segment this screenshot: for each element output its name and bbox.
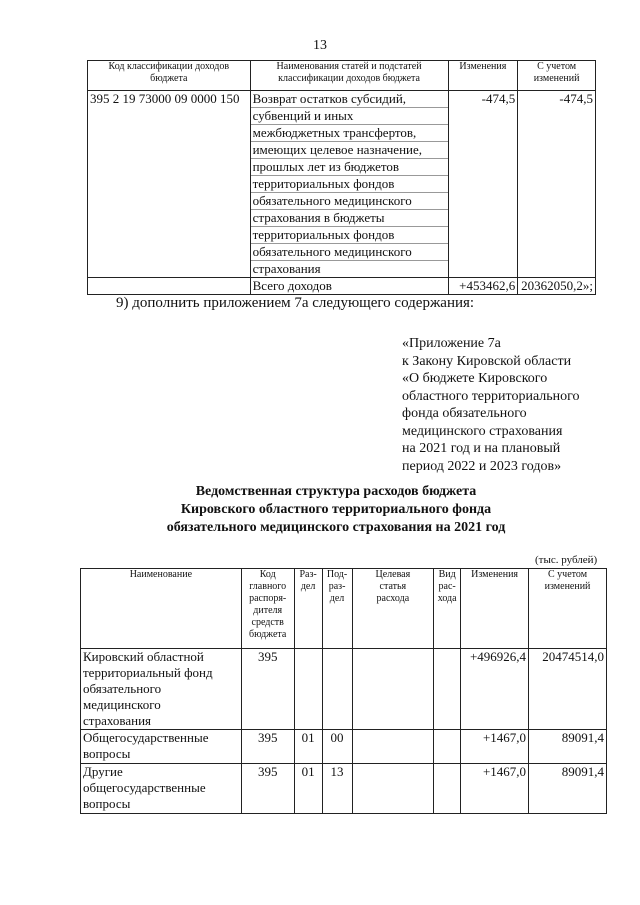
table-row <box>81 730 607 764</box>
table-row <box>81 649 607 730</box>
name-line: медицинского <box>83 697 161 712</box>
header-change: Изменения <box>448 61 518 91</box>
name-line: Общегосударственные <box>83 730 209 745</box>
name-line: субвенций и иных <box>251 108 448 125</box>
header-line: дел <box>300 581 316 592</box>
row-subsection: 00 <box>322 730 352 764</box>
header-line: распоря- <box>249 593 287 604</box>
header-line: Вид <box>438 569 456 580</box>
name-line: общегосударственные <box>83 780 206 795</box>
row-expense <box>434 649 461 730</box>
header-line: С учетом <box>548 569 588 580</box>
header-line: Под- <box>326 569 348 580</box>
unit-label: (тыс. рублей) <box>535 554 598 566</box>
header-line: расхода <box>376 593 410 604</box>
header-code: Код классификации доходов бюджета <box>88 61 251 91</box>
document-title <box>0 483 640 537</box>
instruction-text: 9) дополнить приложением 7а следующего содержания: <box>116 295 475 311</box>
appendix-line: фонда обязательного <box>402 406 527 421</box>
header-name: Наименования статей и подстатей классификации доходов бюджета <box>250 61 448 91</box>
name-line: обязательного медицинского <box>251 193 448 210</box>
header-line: Целевая <box>375 569 411 580</box>
title-line: Кировского областного территориального фонда <box>180 502 492 517</box>
name-line: Возврат остатков субсидий, <box>251 91 448 108</box>
row-subsection <box>322 649 352 730</box>
row-total: 20362050,2»; <box>518 278 596 295</box>
name-line: территориальный фонд <box>83 665 213 680</box>
name-line: вопросы <box>83 796 131 811</box>
name-line: Другие <box>83 764 123 779</box>
row-change: +1467,0 <box>461 730 529 764</box>
row-change: +453462,6 <box>448 278 518 295</box>
name-line: межбюджетных трансфертов, <box>251 125 448 142</box>
name-line: обязательного <box>83 681 162 696</box>
appendix-line: на 2021 год и на плановый <box>402 441 561 456</box>
name-line: страхования в бюджеты <box>251 210 448 227</box>
name-line: прошлых лет из бюджетов <box>251 159 448 176</box>
table-row <box>88 278 596 295</box>
header-line: бюджета <box>249 629 287 640</box>
header-change: Изменения <box>461 569 529 649</box>
row-total: 89091,4 <box>529 730 607 764</box>
header-admin-code <box>241 569 294 649</box>
row-name <box>81 764 242 814</box>
appendix-line: областного территориального <box>402 388 580 404</box>
row-total: -474,5 <box>518 91 596 278</box>
row-code-empty <box>88 278 251 295</box>
appendix-line: «Приложение 7а <box>402 336 501 351</box>
header-line: хода <box>437 593 457 604</box>
header-line: дителя <box>253 605 283 616</box>
row-change: +1467,0 <box>461 764 529 814</box>
header-line: дел <box>329 593 345 604</box>
row-subsection: 13 <box>322 764 352 814</box>
row-total: 20474514,0 <box>529 649 607 730</box>
table-row <box>81 764 607 814</box>
header-total <box>529 569 607 649</box>
title-line: Ведомственная структура расходов бюджета <box>195 484 477 499</box>
header-line: Раз- <box>299 569 317 580</box>
header-line: изменений <box>544 581 591 592</box>
row-admin: 395 <box>241 649 294 730</box>
row-target <box>352 764 434 814</box>
row-admin: 395 <box>241 730 294 764</box>
name-line: имеющих целевое назначение, <box>251 142 448 159</box>
row-total: 89091,4 <box>529 764 607 814</box>
row-section: 01 <box>294 730 322 764</box>
name-line: страхования <box>83 713 152 728</box>
row-admin: 395 <box>241 764 294 814</box>
header-line: главного <box>249 581 287 592</box>
header-line: раз- <box>328 581 346 592</box>
table-row <box>88 91 596 278</box>
row-code: 395 2 19 73000 09 0000 150 <box>88 91 251 278</box>
header-name: Наименование <box>81 569 242 649</box>
row-name <box>81 730 242 764</box>
header-line: средств <box>251 617 284 628</box>
header-target <box>352 569 434 649</box>
name-line: территориальных фондов <box>251 176 448 193</box>
name-line: вопросы <box>83 746 131 761</box>
row-change: +496926,4 <box>461 649 529 730</box>
appendix-line: медицинского страхования <box>402 423 563 439</box>
row-name <box>81 649 242 730</box>
appendix-line: «О бюджете Кировского <box>402 371 548 386</box>
header-section <box>294 569 322 649</box>
name-line: обязательного медицинского <box>251 244 448 261</box>
header-total: С учетом изменений <box>518 61 596 91</box>
row-change: -474,5 <box>448 91 518 278</box>
expense-table-header <box>81 569 607 649</box>
appendix-block <box>402 335 580 475</box>
income-table <box>87 60 596 295</box>
row-target <box>352 730 434 764</box>
row-name: Всего доходов <box>250 278 448 295</box>
name-line: страхования <box>252 261 321 276</box>
header-line: рас- <box>438 581 456 592</box>
row-section: 01 <box>294 764 322 814</box>
header-expense-type <box>434 569 461 649</box>
row-section <box>294 649 322 730</box>
name-line: Кировский областной <box>83 649 204 664</box>
header-subsection <box>322 569 352 649</box>
header-line: Код <box>259 569 276 580</box>
row-expense <box>434 730 461 764</box>
name-line: территориальных фондов <box>251 227 448 244</box>
row-expense <box>434 764 461 814</box>
appendix-line: к Закону Кировской области <box>402 353 572 369</box>
title-line: обязательного медицинского страхования на 2021 год <box>166 520 506 535</box>
income-table-header <box>88 61 596 91</box>
header-line: статья <box>379 581 407 592</box>
row-name <box>250 91 448 278</box>
page-number: 13 <box>313 38 327 53</box>
expense-table <box>80 568 607 814</box>
appendix-line: период 2022 и 2023 годов» <box>402 458 562 474</box>
row-target <box>352 649 434 730</box>
